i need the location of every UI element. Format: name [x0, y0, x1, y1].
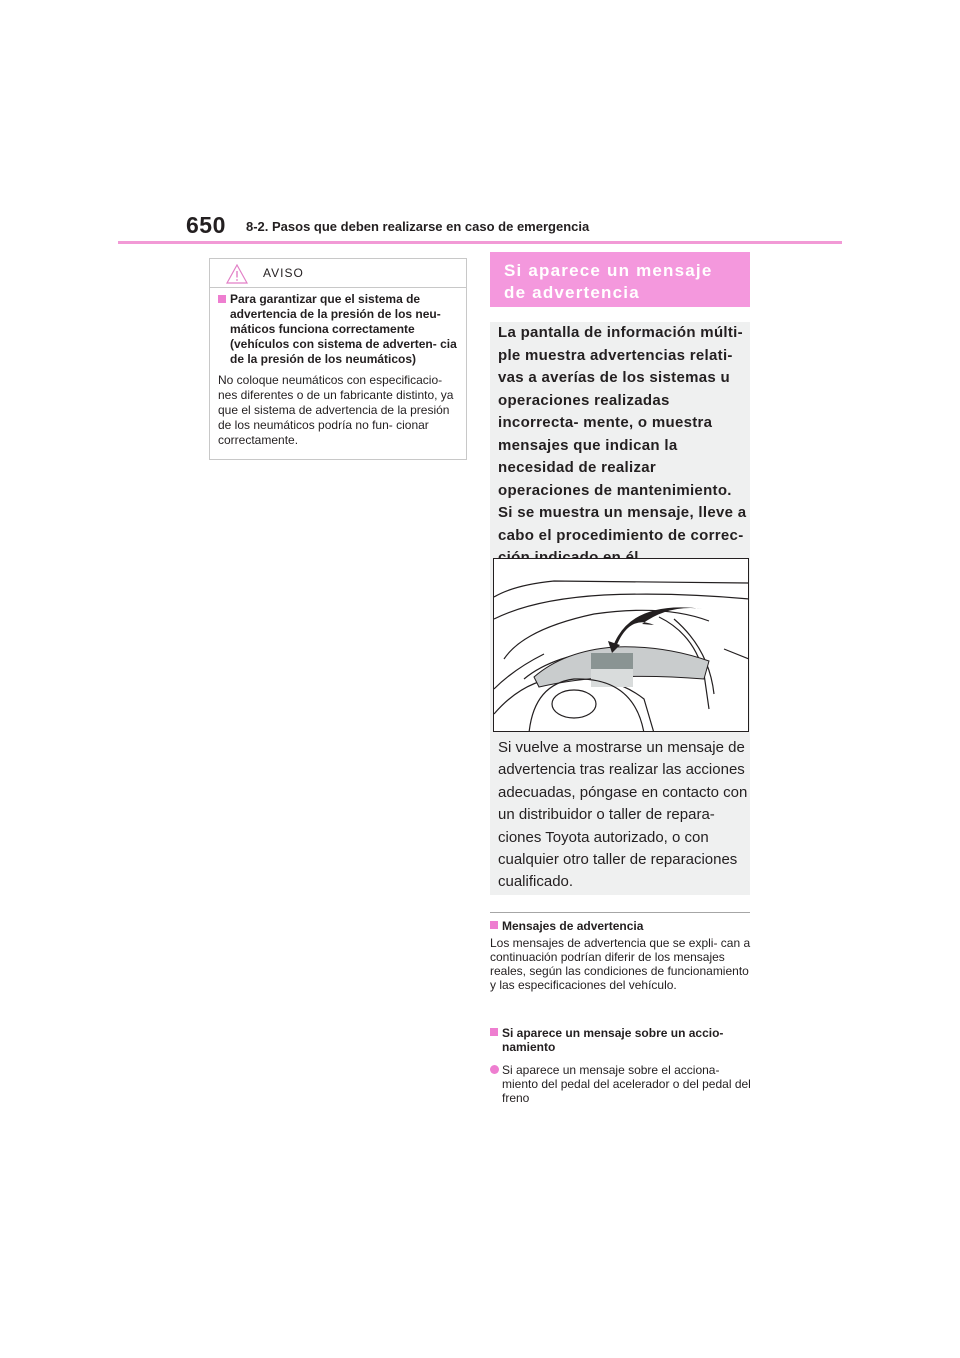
square-bullet-icon — [490, 921, 498, 929]
bullet-item — [490, 1063, 752, 1105]
warning-item-title-text: Para garantizar que el sistema de advertencia de la presión de los neu- máticos funciona correctamente (vehículos con sistema de adverten- cia de la presión de los neumáticos) — [230, 292, 457, 366]
section-heading: Si aparece un mensaje de advertencia — [490, 252, 750, 307]
section-followup: Si vuelve a mostrarse un mensaje de advertencia tras realizar las acciones adecuadas, póngase en contacto con un distribuidor o taller de repara- ciones Toyota autorizado, o con cualquier otro taller de reparaciones cualificado. — [498, 739, 748, 891]
square-bullet-icon — [490, 1028, 498, 1036]
section-title: 8-2. Pasos que deben realizarse en caso de emergencia — [246, 219, 590, 234]
messages-title-text: Mensajes de advertencia — [502, 919, 644, 933]
bullet-item-text: Si aparece un mensaje sobre el acciona- miento del pedal del acelerador o del pedal del freno — [502, 1063, 751, 1105]
square-bullet-icon — [218, 295, 226, 303]
messages-text: Los mensajes de advertencia que se expli- can a continuación podrían diferir de los mensajes reales, según las condiciones de funcionamiento y las especificaciones del vehículo. — [490, 936, 751, 992]
messages-title — [490, 919, 752, 933]
round-bullet-icon — [490, 1065, 499, 1074]
warning-label: AVISO — [263, 266, 304, 280]
warning-item-text: No coloque neumáticos con especificacio- nes diferentes o de un fabricante distinto, ya que el sistema de advertencia de la presión de los neumáticos podría no fun- cionar correctamente. — [218, 373, 454, 447]
dashboard-drawing — [494, 559, 749, 732]
section-intro: La pantalla de información múlti- ple muestra advertencias relati- vas a averías de los sistemas u operaciones realizadas incorrecta- mente, o muestra mensajes que indican la necesidad de realizar operaciones de mantenimiento. Si se muestra un mensaje, lleve a cabo el procedimiento de correc- — [498, 324, 747, 544]
accel-title-text: Si aparece un mensaje sobre un accio- namiento — [502, 1026, 724, 1054]
warning-item-title — [218, 292, 458, 367]
warning-header — [210, 259, 466, 288]
header-divider — [118, 241, 842, 244]
instrument-cluster-illustration — [493, 558, 749, 732]
divider — [490, 912, 750, 913]
page-number: 650 — [186, 212, 226, 238]
warning-box — [209, 258, 467, 460]
accel-title — [490, 1026, 752, 1054]
warning-triangle-icon — [226, 264, 248, 284]
